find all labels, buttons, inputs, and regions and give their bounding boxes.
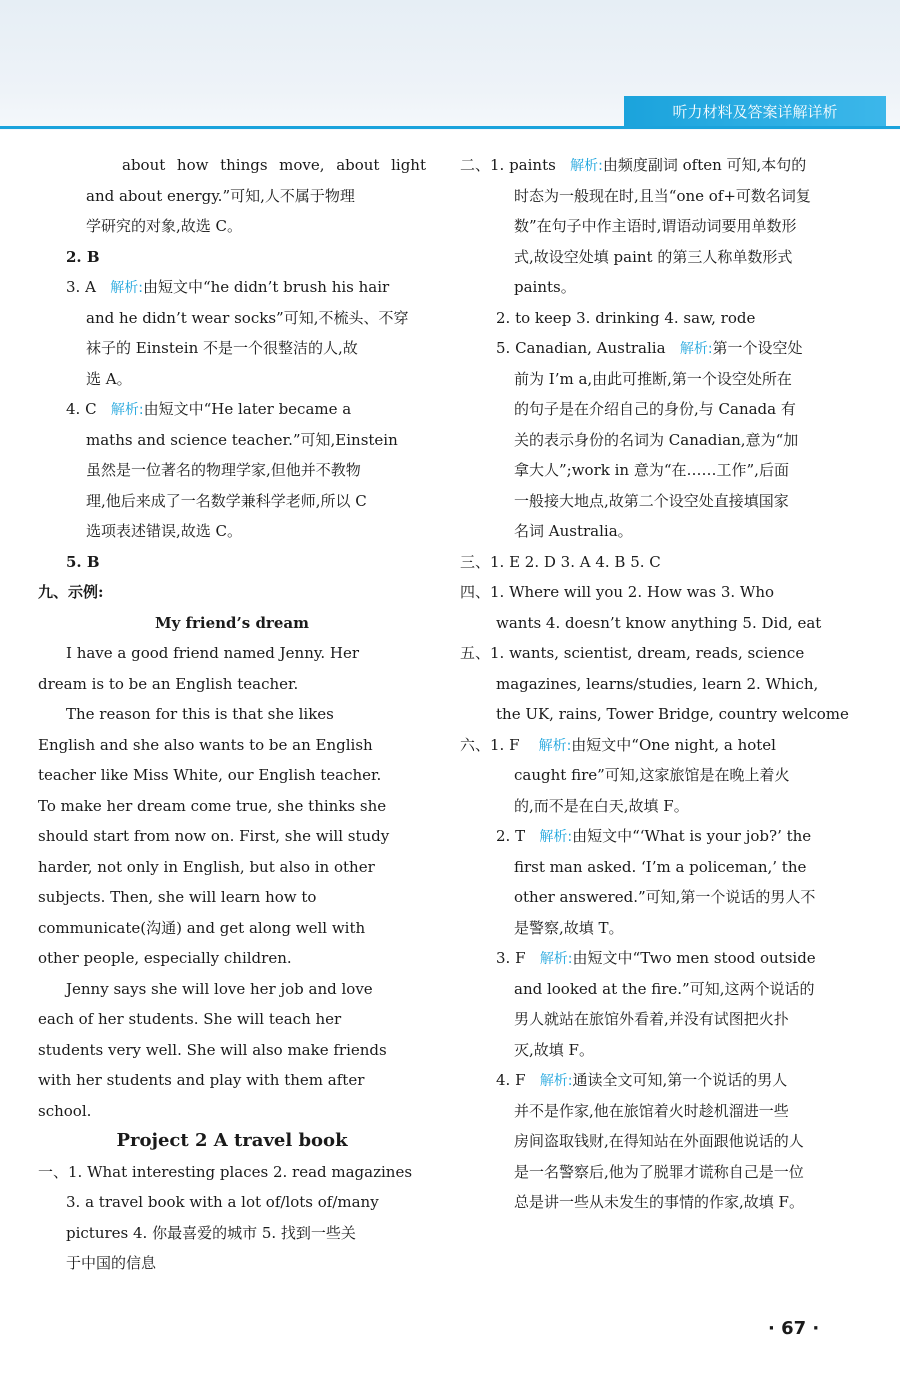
text-line: 一、1. What interesting places 2. read magazines [38,1162,413,1181]
text-line: 数”在句子中作主语时,谓语动词要用单数形 [514,217,797,235]
answer-6-1 [460,730,854,761]
text-line: 学研究的对象,故选 C。 [86,217,243,235]
text-line: 的,而不是在白天,故填 F。 [514,796,689,815]
answer-2-1 [460,150,854,181]
analysis-label: 解析: [570,158,603,174]
page-number: · 67 · [768,1318,820,1339]
text-line: paints。 [514,278,576,296]
essay-line: Jenny says she will love her job and love [66,979,373,998]
essay-line: dream is to be an English teacher. [38,674,299,693]
analysis-text: 由短文中“Two men stood outside [572,949,816,967]
header-divider [0,126,900,129]
analysis-label: 解析: [679,341,713,357]
analysis-text: 由短文中“He later became a [143,400,352,418]
essay-line: students very well. She will also make friends [38,1040,387,1059]
text-line: 理,他后来成了一名数学兼科学老师,所以 C [86,491,367,510]
text-line: 选 A。 [86,369,132,388]
answer-q5 [38,547,426,578]
text-line: 一般接大地点,故第二个设空处直接填国家 [514,491,789,510]
essay-title: My friend’s dream [155,613,309,632]
answer-label: 4. F [496,1071,526,1089]
essay-line: teacher like Miss White, our English teacher. [38,766,382,784]
text-line: the UK, rains, Tower Bridge, country welcome [496,705,849,723]
analysis-text: 第一个设空处 [712,339,803,357]
essay-line: school. [38,1101,92,1120]
text-line: 总是讲一些从未发生的事情的作家,故填 F。 [514,1193,804,1211]
text-line: 2. to keep 3. drinking 4. saw, rode [496,308,756,327]
essay-line: subjects. Then, she will learn how to [38,888,317,906]
right-column [460,150,854,1218]
answer-q2 [38,242,426,273]
text-line: 的句子是在介绍自己的身份,与 Canada 有 [514,400,796,418]
text-line: 男人就站在旅馆外看着,并没有试图把火扑 [514,1010,789,1028]
text-line: 三、1. E 2. D 3. A 4. B 5. C [460,552,661,571]
analysis-label: 解析: [539,1073,573,1089]
text-line: maths and science teacher.”可知,Einstein [86,430,398,449]
answer-2-5 [460,333,854,364]
text-line: other answered.”可知,第一个说话的男人不 [514,888,816,906]
text-line: caught fire”可知,这家旅馆是在晚上着火 [514,766,790,784]
text-line: and he didn’t wear socks”可知,不梳头、不穿 [86,308,409,327]
text-line: 灭,故填 F。 [514,1040,594,1059]
text-line: 并不是作家,他在旅馆着火时趁机溜进一些 [514,1101,789,1120]
left-column [38,150,426,1279]
text-line: 是一名警察后,他为了脱罪才谎称自己是一位 [514,1162,804,1181]
essay-line: each of her students. She will teach her [38,1010,342,1028]
analysis-text: 由短文中“‘What is your job?’ the [572,827,812,845]
analysis-label: 解析: [539,829,573,845]
analysis-text: 由短文中“One night, a hotel [571,735,776,754]
project-title: Project 2 A travel book [116,1130,348,1151]
answer-label: 六、1. F [460,735,520,754]
text-line: pictures 4. 你最喜爱的城市 5. 找到一些关 [66,1223,356,1242]
analysis-label: 解析: [539,951,573,967]
text-line: 3. a travel book with a lot of/lots of/many [66,1193,379,1211]
text-line: 房间盗取钱财,在得知站在外面跟他说话的人 [514,1132,804,1150]
answer-6-2 [460,821,854,852]
text-line: wants 4. doesn’t know anything 5. Did, eat [496,613,822,632]
answer-label: 2. B [66,247,100,266]
answer-label: 3. F [496,949,526,967]
answer-label: 3. A [66,278,96,296]
analysis-text: 由频度副词 often 可知,本句的 [602,156,807,174]
essay-line: should start from now on. First, she will study [38,827,390,845]
section-heading: 九、示例: [38,583,104,601]
text-line: 关的表示身份的名词为 Canadian,意为“加 [514,430,799,449]
answer-6-4 [460,1065,854,1096]
essay-line: I have a good friend named Jenny. Her [66,644,360,662]
text-line: 虽然是一位著名的物理学家,但他并不教物 [86,461,361,479]
text-line: 五、1. wants, scientist, dream, reads, science [460,644,805,662]
essay-line: To make her dream come true, she thinks she [38,796,387,815]
essay-line: English and she also wants to be an English [38,735,373,754]
text-line: 选项表述错误,故选 C。 [86,522,243,540]
text-line: 是警察,故填 T。 [514,918,624,937]
answer-label: 二、1. paints [460,156,556,174]
answer-6-3 [460,943,854,974]
analysis-text: 由短文中“he didn’t brush his hair [142,278,390,296]
text-line: 时态为一般现在时,且当“one of+可数名词复 [514,186,811,205]
answer-q3 [38,272,426,303]
analysis-label: 解析: [110,402,144,418]
text-line: 式,故设空处填 paint 的第三人称单数形式 [514,247,793,266]
essay-line: communicate(沟通) and get along well with [38,918,366,937]
answer-label: 5. Canadian, Australia [496,339,666,357]
answer-label: 5. B [66,552,100,571]
answer-label: 2. T [496,827,526,845]
analysis-label: 解析: [538,737,572,754]
answer-label: 4. C [66,400,97,418]
text-line: first man asked. ‘I’m a policeman,’ the [514,857,807,876]
analysis-text: 通读全文可知,第一个说话的男人 [572,1071,788,1089]
text-line: and about energy.”可知,人不属于物理 [86,186,355,205]
text-line: and looked at the fire.”可知,这两个说话的 [514,979,815,998]
analysis-label: 解析: [110,280,143,296]
text-line: 拿大人”;work in 意为“在……工作”,后面 [514,461,789,479]
text-line: 名词 Australia。 [514,522,633,540]
text-line: about how things move, about light [122,156,426,174]
essay-line: The reason for this is that she likes [66,705,334,723]
text-line: 四、1. Where will you 2. How was 3. Who [460,583,775,601]
essay-line: harder, not only in English, but also in other [38,857,375,876]
header-title: 听力材料及答案详解详析 [624,96,886,128]
text-line: 于中国的信息 [66,1254,157,1272]
text-line: 袜子的 Einstein 不是一个很整洁的人,故 [86,339,358,357]
essay-line: other people, especially children. [38,949,292,967]
answer-q4 [38,394,426,425]
essay-line: with her students and play with them after [38,1071,365,1089]
text-line: 前为 I’m a,由此可推断,第一个设空处所在 [514,369,792,388]
text-line: magazines, learns/studies, learn 2. Which, [496,674,819,693]
